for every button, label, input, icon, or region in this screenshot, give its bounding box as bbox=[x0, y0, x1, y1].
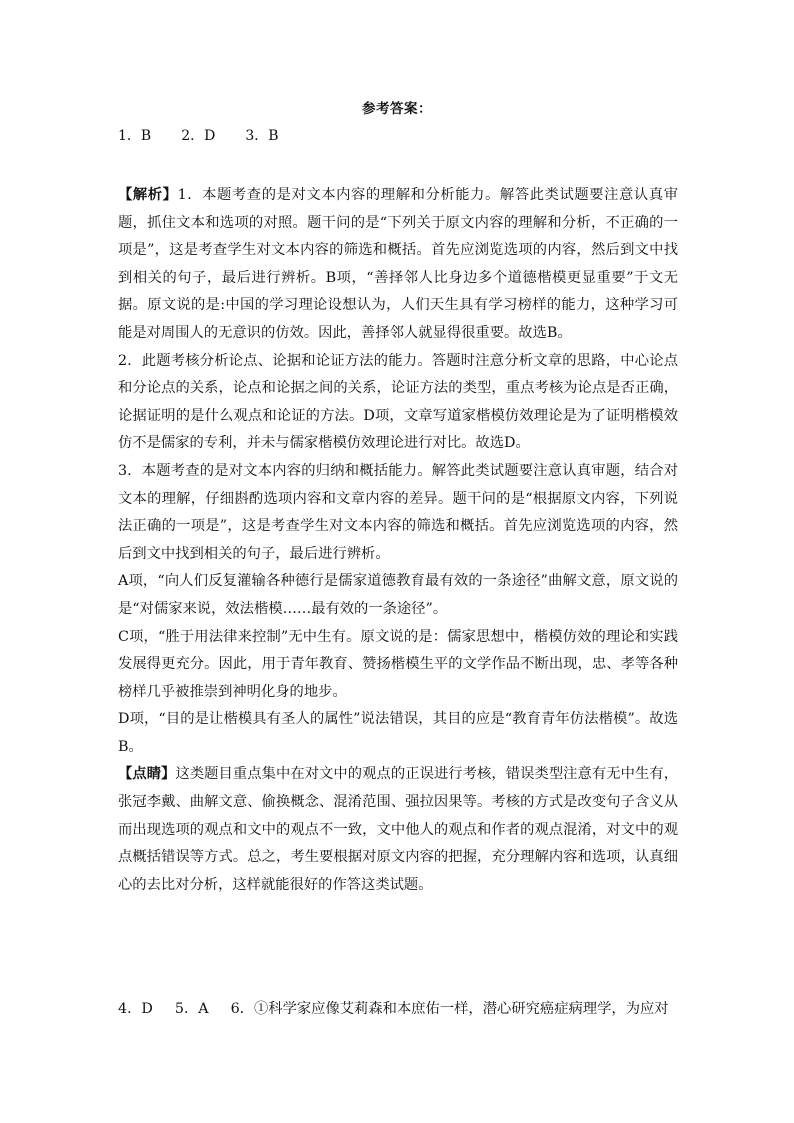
answer-key-row-2 bbox=[118, 998, 678, 1018]
answer-3: 3．B bbox=[245, 128, 279, 144]
answer-5: 5．A bbox=[174, 1001, 209, 1017]
analysis-option-a: A项，“向人们反复灌输各种德行是儒家道德教育最有效的一条途径”曲解文意，原文说的是“对儒家来说，效法楷模……最有效的一条途径”。 bbox=[118, 573, 678, 617]
comment-tag: 【点睛】 bbox=[118, 766, 176, 783]
answer-6-number: 6． bbox=[230, 1001, 254, 1017]
analysis-paragraph-1: 【解析】1．本题考查的是对文本内容的理解和分析能力。解答此类试题要注意认真审题，抓住文本和选项的对照。题干问的是“下列关于原文内容的理解和分析，不正确的一项是”，这是考查学生对文本内容的筛选和概括。首先应浏览选项的内容，然后到文中找到相关的句子，最后进行辨析。B项，“善择邻人比身边多个道德楷模更显重要”于文无据。原文说的是:中国的学习理论设想认为，人们天生具有学习榜样的能力，这种学习可能是对周围人的无意识的仿效。因此，善择邻人就显得很重要。故选B。 bbox=[118, 187, 679, 341]
analysis-paragraph-3: 3．本题考查的是对文本内容的归纳和概括能力。解答此类试题要注意认真审题，结合对文本的理解，仔细斟酌选项内容和文章内容的差异。题干问的是“根据原文内容，下列说法正确的一项是”，这是考查学生对文本内容的筛选和概括。首先应浏览选项的内容，然后到文中找到相关的句子，最后进行辨析。 bbox=[118, 462, 678, 562]
analysis-option-d: D项，“目的是让楷模具有圣人的属性”说法错误，其目的应是“教育青年仿法楷模”。故选B。 bbox=[118, 711, 678, 755]
comment-paragraph: 【点睛】这类题目重点集中在对文中的观点的正误进行考核，错误类型注意有无中生有，张冠李戴、曲解文意、偷换概念、混淆范围、强拉因果等。考核的方式是改变句子含义从而出现选项的观点和文中的观点不一致，文中他人的观点和作者的观点混淆，对文中的观点概括错误等方式。总之，考生要根据对原文内容的把握，充分理解内容和选项，认真细心的去比对分析，这样就能很好的作答这类试题。 bbox=[118, 766, 679, 893]
analysis-option-c: C项，“胜于用法律来控制”无中生有。原文说的是：儒家思想中，楷模仿效的理论和实践发展得更充分。因此，用于青年教育、赞扬楷模生平的文学作品不断出现，忠、孝等各种榜样几乎被推崇到神明化身的地步。 bbox=[118, 628, 678, 700]
analysis-body bbox=[118, 182, 678, 899]
analysis-paragraph-2: 2．此题考核分析论点、论据和论证方法的能力。答题时注意分析文章的思路，中心论点和分论点的关系，论点和论据之间的关系，论证方法的类型，重点考核为论点是否正确，论据证明的是什么观点和论证的方法。D项，文章写道家楷模仿效理论是为了证明楷模效仿不是儒家的专利，并未与儒家楷模仿效理论进行对比。故选D。 bbox=[118, 352, 678, 452]
answer-6-text: ①科学家应像艾莉森和本庶佑一样，潜心研究癌症病理学，为应对 bbox=[253, 1001, 669, 1017]
answer-4: 4．D bbox=[118, 1001, 153, 1017]
analysis-tag: 【解析】 bbox=[118, 187, 178, 203]
page-title: 参考答案： bbox=[362, 101, 432, 117]
answer-key-row bbox=[118, 125, 309, 145]
answer-1: 1．B bbox=[118, 128, 152, 144]
answer-2: 2．D bbox=[181, 128, 216, 144]
